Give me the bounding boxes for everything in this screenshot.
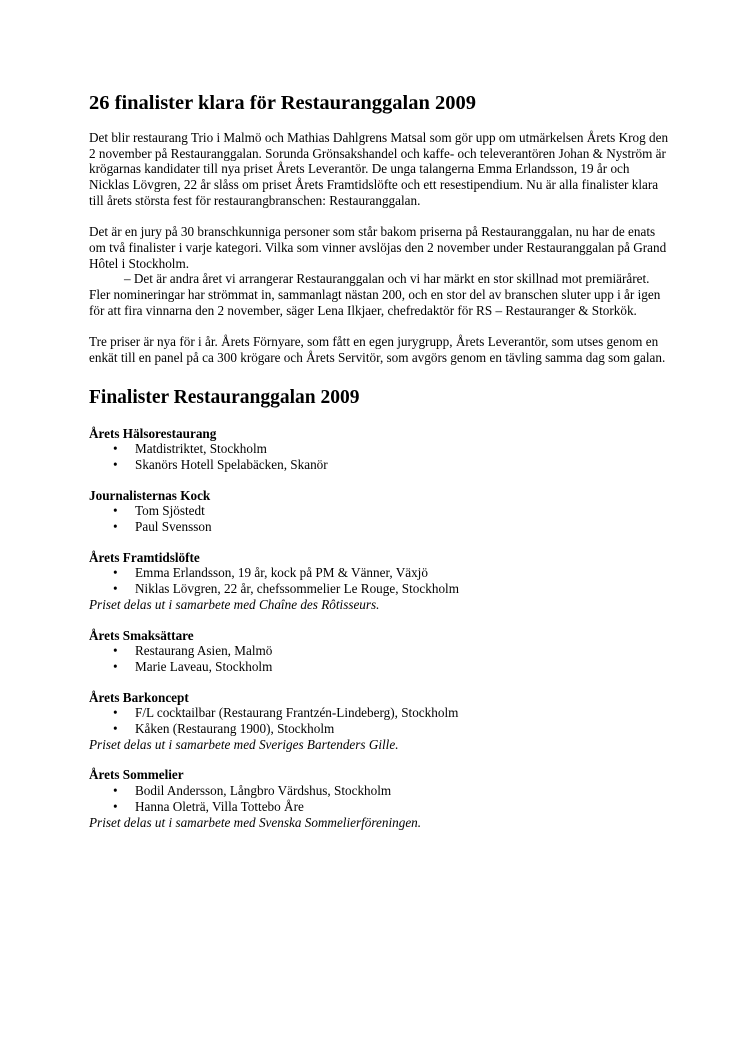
finalist-list [89,643,669,674]
finalist-item [89,581,669,597]
bullet-icon: • [113,705,118,721]
finalist-item [89,519,669,535]
bullet-icon: • [113,503,118,519]
finalist-name: Bodil Andersson, Långbro Värdshus, Stockholm [135,783,392,799]
finalist-list [89,565,669,596]
finalist-item [89,705,669,721]
category-sponsor-note: Priset delas ut i samarbete med Svenska Sommelierföreningen. [89,814,422,830]
bullet-icon: • [113,441,118,457]
finalist-list [89,705,669,736]
category-title: Journalisternas Kock [89,487,211,503]
finalist-list [89,441,669,472]
article-paragraph-jury-text: Det är en jury på 30 branschkunniga personer som står bakom priserna på Restauranggalan, nu har de enats om två finalister i varje kategori. Vilka som vinner avslöjas den 2 november under Restauranggalan på Grand Hôtel i Stockholm. [89,224,667,271]
bullet-icon: • [113,643,118,659]
bullet-icon: • [113,658,118,674]
finalist-name: Restaurang Asien, Malmö [135,643,273,659]
article-title: 26 finalister klara för Restauranggalan 2009 [89,92,477,114]
finalist-item [89,457,669,473]
article-quote: – Det är andra året vi arrangerar Restauranggalan och vi har märkt en stor skillnad mot premiäråret. Fler nomineringar har strömmat in, sammanlagt nästan 200, och en stor del av branschen sluter upp i år igen för att fira vinnarna den 2 november, säger Lena Ilkjaer, chefredaktör för RS – Restauranger & Storkök. [89,271,661,318]
category-title: Årets Smaksättare [89,627,194,643]
category-block [89,488,669,535]
category-title: Årets Barkoncept [89,689,189,705]
document-page [89,90,669,845]
finalist-item [89,783,669,799]
category-block [89,550,669,613]
category-sponsor-note: Priset delas ut i samarbete med Sveriges Bartenders Gille. [89,736,399,752]
article-paragraph-new-prizes: Tre priser är nya för i år. Årets Förnyare, som fått en egen jurygrupp, Årets Leverantör, som utses genom en enkät till en panel på ca 300 krögare och Årets Servitör, som avgörs genom en tävling samma dag som galan. [89,334,666,365]
finalist-item [89,503,669,519]
category-title: Årets Sommelier [89,767,184,783]
finalist-item [89,441,669,457]
article-paragraph-intro: Det blir restaurang Trio i Malmö och Mathias Dahlgrens Matsal som gör upp om utmärkelsen Årets Krog den 2 november på Restauranggalan. Sorunda Grönsakshandel och kaffe- och televerantören Johan & Nyström är krögarnas kandidater till nya priset Årets Leverantör. De unga talangerna Emma Erlandsson, 19 år och Nicklas Lövgren, 22 år slåss om priset Årets Framtidslöfte och ett resestipendium. Nu är alla finalister klara till årets största fest för restaurangbranschen: Restauranggalan. [89,130,669,208]
bullet-icon: • [113,519,118,535]
finalist-name: Marie Laveau, Stockholm [135,658,273,674]
bullet-icon: • [113,721,118,737]
finalist-item [89,799,669,815]
finalist-name: Hanna Oleträ, Villa Tottebo Åre [135,798,304,814]
category-sponsor-note: Priset delas ut i samarbete med Chaîne des Rôtisseurs. [89,596,380,612]
finalist-item [89,659,669,675]
bullet-icon: • [113,456,118,472]
finalist-name: Tom Sjöstedt [135,503,205,519]
category-block [89,690,669,753]
finalist-item [89,565,669,581]
category-title: Årets Hälsorestaurang [89,425,217,441]
article-paragraph-jury [89,224,669,318]
finalist-name: Paul Svensson [135,519,212,535]
finalist-name: Skanörs Hotell Spelabäcken, Skanör [135,456,328,472]
finalist-list [89,503,669,534]
category-block [89,628,669,675]
bullet-icon: • [113,565,118,581]
finalist-list [89,783,669,814]
finalists-heading: Finalister Restauranggalan 2009 [89,386,360,408]
bullet-icon: • [113,581,118,597]
category-block [89,426,669,473]
category-block [89,767,669,830]
finalist-name: Matdistriktet, Stockholm [135,441,267,457]
bullet-icon: • [113,783,118,799]
finalist-item [89,721,669,737]
finalist-name: F/L cocktailbar (Restaurang Frantzén-Lindeberg), Stockholm [135,705,459,721]
bullet-icon: • [113,798,118,814]
category-title: Årets Framtidslöfte [89,549,200,565]
finalist-name: Kåken (Restaurang 1900), Stockholm [135,721,335,737]
finalist-name: Niklas Lövgren, 22 år, chefssommelier Le Rouge, Stockholm [135,581,459,597]
finalist-name: Emma Erlandsson, 19 år, kock på PM & Vänner, Växjö [135,565,428,581]
finalist-item [89,643,669,659]
